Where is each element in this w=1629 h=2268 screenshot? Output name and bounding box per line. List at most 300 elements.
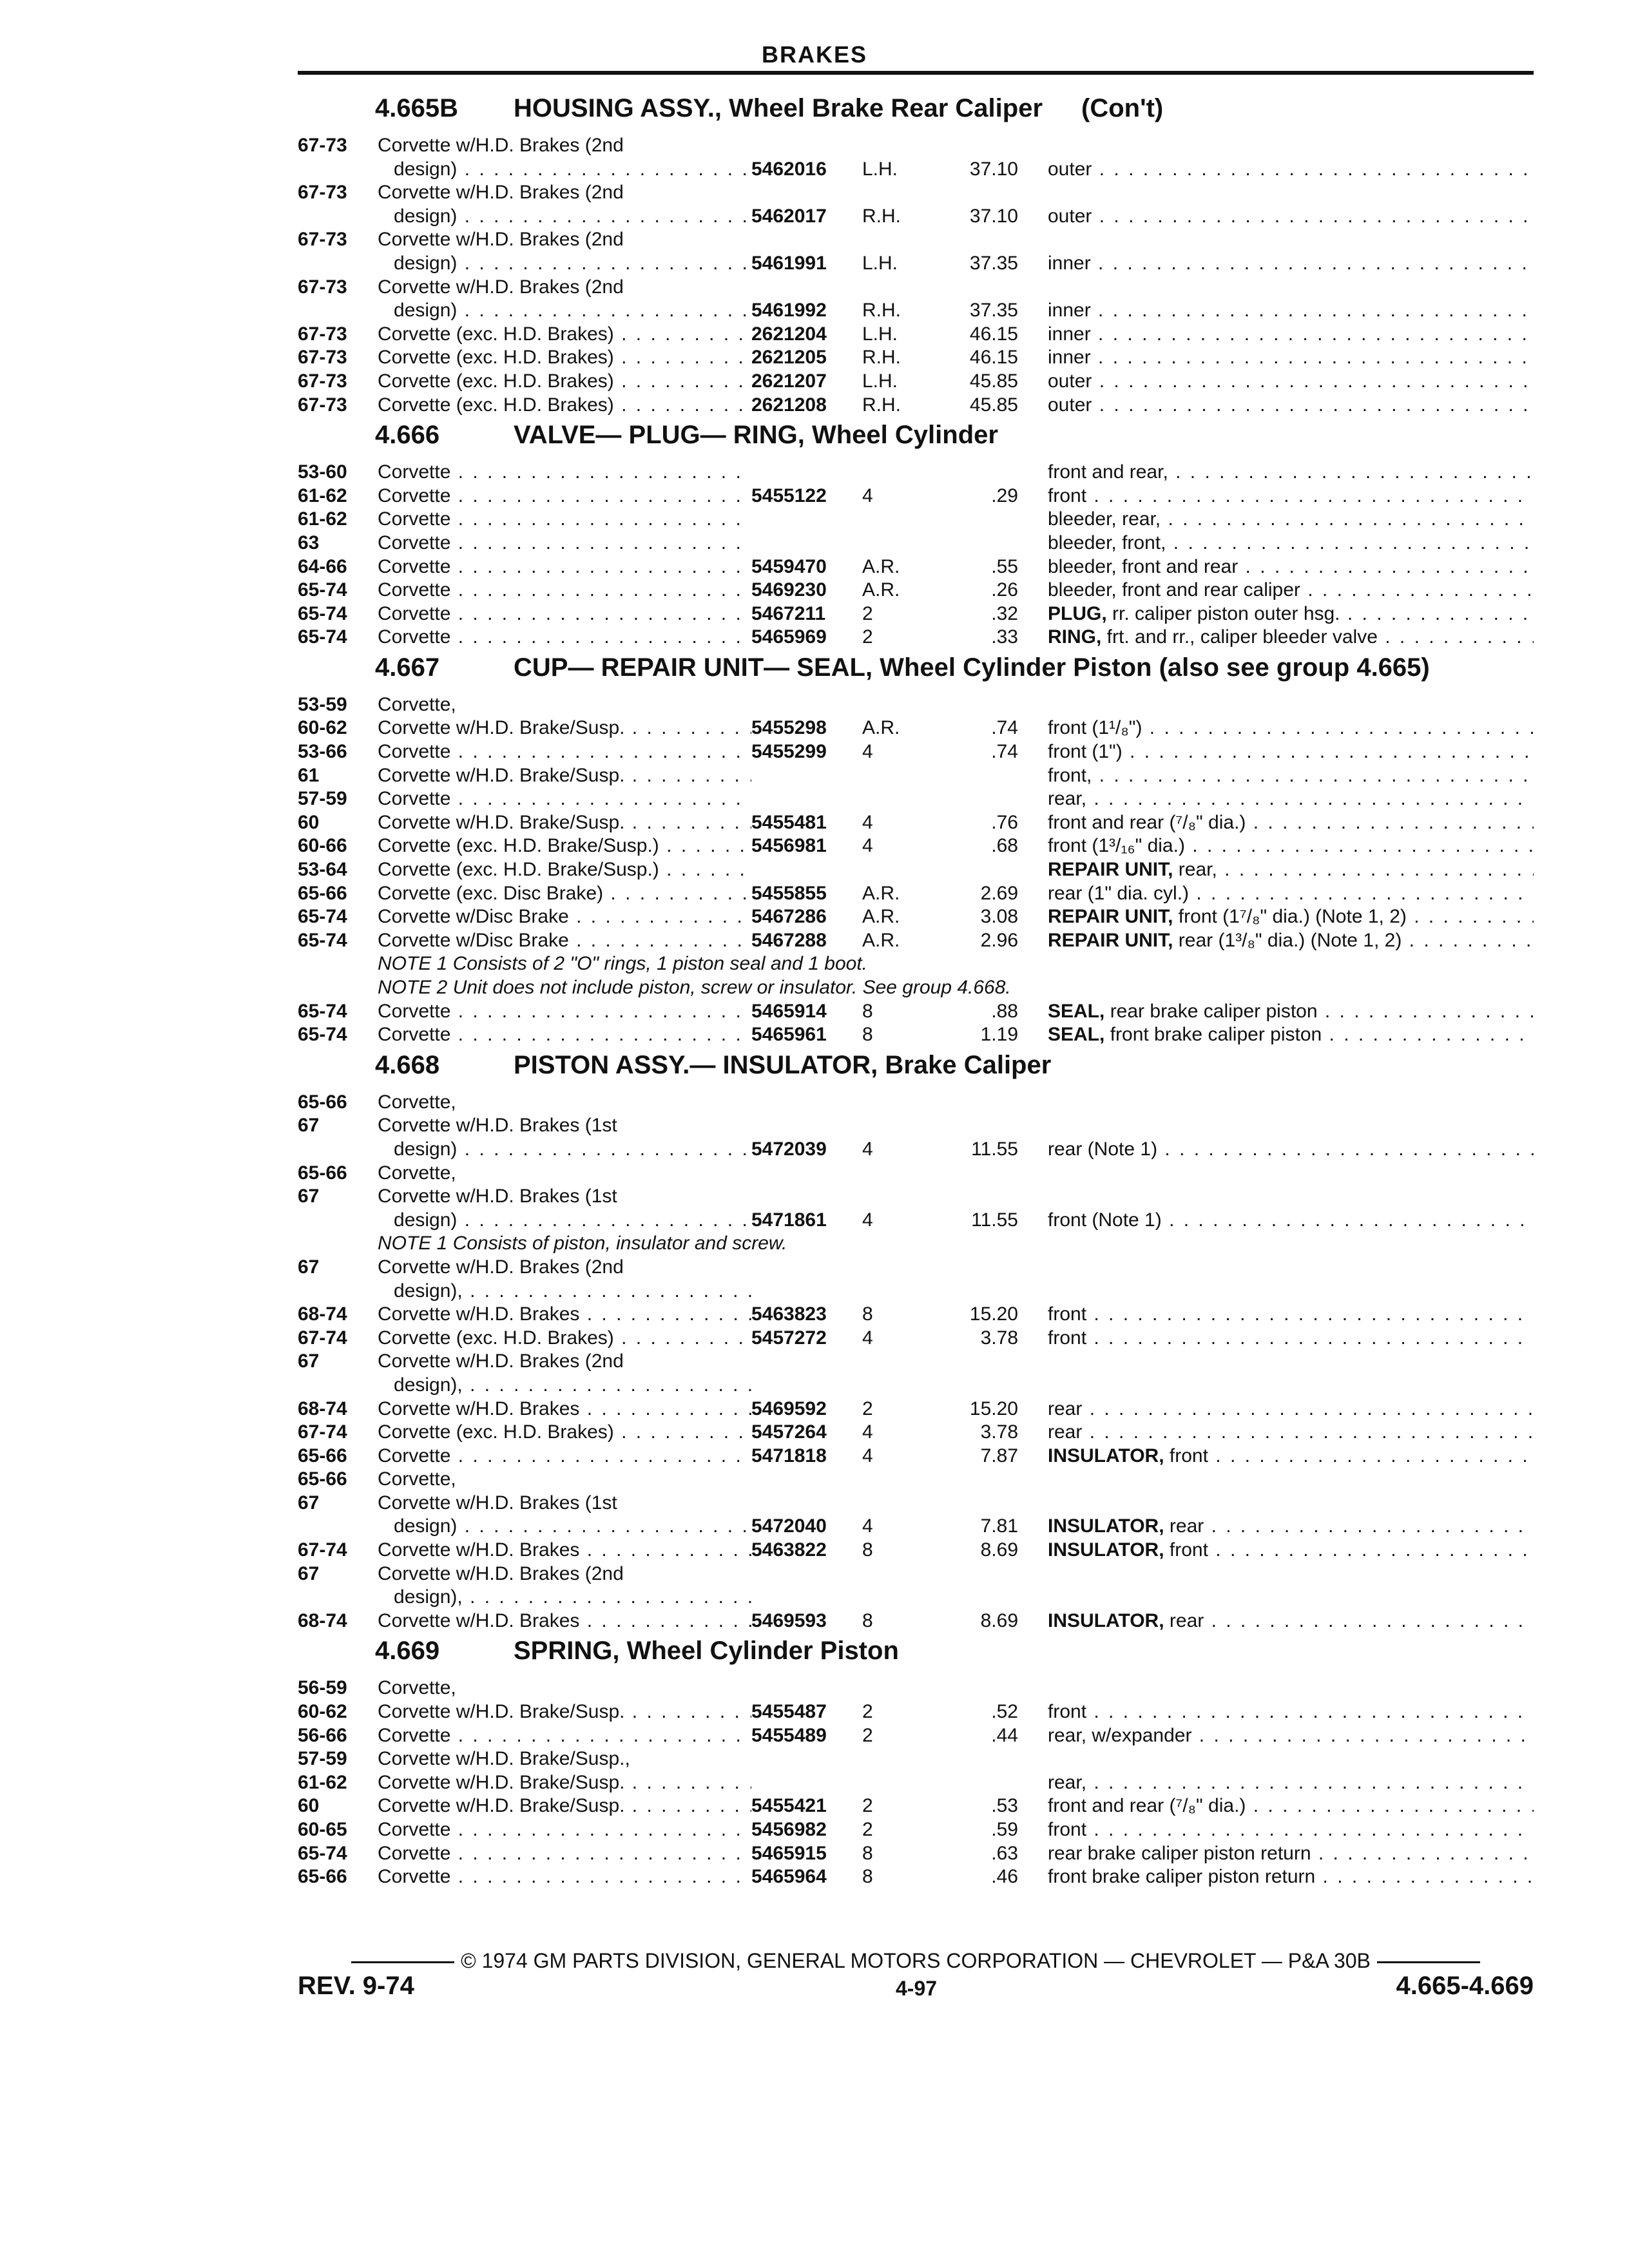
application-description: Corvette w/H.D. Brakes (1st [378, 1492, 617, 1514]
quantity [862, 1374, 937, 1398]
model-years: 67-74 [298, 1539, 347, 1561]
model-years: 65-74 [298, 602, 347, 624]
list-price: 11.55 [971, 1209, 1018, 1231]
part-number [751, 532, 862, 555]
table-row [298, 1327, 1534, 1350]
list-price: 3.78 [980, 1421, 1018, 1443]
part-number: 5457264 [751, 1421, 827, 1443]
quantity [862, 508, 937, 532]
part-number [751, 181, 862, 205]
footer-section-range: 4.665-4.669 [1396, 1972, 1534, 2000]
remarks-text: rear [1164, 1515, 1204, 1537]
part-number [751, 276, 862, 300]
application-description: Corvette . . . [378, 602, 751, 626]
part-number: 5467211 [751, 602, 826, 624]
part-number: 5457272 [751, 1327, 827, 1349]
model-years: 53-59 [298, 693, 347, 715]
quantity: R.H. [862, 347, 901, 369]
part-number [751, 858, 862, 882]
part-number: 5461992 [751, 300, 827, 322]
quantity [862, 228, 937, 252]
table-row [298, 1865, 1534, 1889]
remarks [1048, 1515, 1534, 1539]
application-description: Corvette . . . [378, 740, 751, 764]
application-description: Corvette . . . [378, 1818, 751, 1842]
table-row [298, 485, 1534, 508]
model-years: 65-74 [298, 1842, 347, 1864]
list-price: .59 [991, 1819, 1018, 1840]
remarks-keyword: RING, [1048, 626, 1102, 648]
footer-rule-left [351, 1961, 454, 1963]
list-price: 7.81 [980, 1515, 1018, 1537]
footnote: NOTE 2 Unit does not include piston, screw or insulator. See group 4.668. [378, 977, 1011, 998]
remarks [1048, 1818, 1534, 1842]
remarks [1048, 1700, 1534, 1724]
application-description: Corvette . . . [378, 485, 751, 508]
part-number: 5459470 [751, 555, 827, 577]
remarks-text: front and rear, [1048, 461, 1168, 483]
application-description: Corvette . . . [378, 555, 751, 579]
remarks [1048, 228, 1534, 252]
list-price: 8.69 [980, 1610, 1018, 1631]
list-price: 3.78 [980, 1327, 1018, 1349]
remarks-text: frt. and rr., caliper bleeder valve [1101, 626, 1378, 648]
application-description: design), . . . [378, 1280, 751, 1303]
application-description: Corvette . . . [378, 532, 751, 555]
header-rule [298, 71, 1534, 75]
footer-page-number: 4-97 [896, 1977, 938, 2000]
quantity: 4 [862, 835, 873, 857]
table-row [298, 276, 1534, 300]
remarks [1048, 1539, 1534, 1562]
model-years: 60-66 [298, 835, 347, 857]
part-number: 5472040 [751, 1515, 827, 1537]
model-years: 67-73 [298, 182, 347, 204]
remarks-keyword: REPAIR UNIT, [1048, 906, 1173, 928]
quantity: A.R. [862, 555, 900, 577]
model-years: 67-73 [298, 135, 347, 156]
remarks-text: rear [1048, 1421, 1083, 1443]
part-number: 2621207 [751, 370, 827, 392]
remarks-text: rear (1" dia. cyl.) [1048, 882, 1190, 904]
application-description: Corvette, [378, 1091, 456, 1113]
remarks-text: rear (Note 1) [1048, 1138, 1158, 1160]
application-description: Corvette w/H.D. Brake/Susp. . . . [378, 811, 751, 835]
list-price: .53 [991, 1795, 1018, 1817]
part-number [751, 1256, 862, 1280]
remarks-text: rr. caliper piston outer hsg. [1106, 602, 1340, 624]
quantity [862, 461, 937, 485]
list-price: .68 [991, 835, 1018, 857]
remarks [1048, 1000, 1534, 1024]
remarks [1048, 834, 1534, 858]
remarks [1048, 693, 1534, 717]
quantity: A.R. [862, 579, 900, 601]
model-years: 53-60 [298, 461, 347, 483]
remarks-text: front [1048, 1819, 1087, 1840]
remarks-text: front (1⁷/₈" dia.) (Note 1, 2) [1173, 906, 1407, 928]
list-price: 2.69 [980, 882, 1018, 904]
quantity [862, 1586, 937, 1610]
table-row [298, 1209, 1534, 1233]
remarks [1048, 532, 1534, 555]
remarks [1048, 508, 1534, 532]
remarks-text: front [1048, 1701, 1087, 1723]
table-row [298, 1162, 1534, 1186]
quantity: 4 [862, 485, 873, 506]
remarks [1048, 394, 1534, 418]
list-price: 37.35 [969, 252, 1018, 274]
remarks [1048, 1114, 1534, 1138]
remarks-keyword: SEAL, [1048, 1024, 1105, 1046]
list-price [937, 1162, 1048, 1186]
table-row [298, 1091, 1534, 1115]
application-description: design) . . . [378, 1515, 751, 1539]
quantity: 8 [862, 1000, 873, 1022]
application-description: Corvette w/H.D. Brake/Susp. . . . [378, 1700, 751, 1724]
part-number [751, 1771, 862, 1795]
part-number: 5465914 [751, 1000, 827, 1022]
table-row [298, 532, 1534, 555]
model-years [298, 299, 378, 323]
table-row [298, 1350, 1534, 1374]
part-number [751, 134, 862, 158]
model-years: 65-74 [298, 906, 347, 928]
list-price [937, 693, 1048, 717]
quantity [862, 276, 937, 300]
quantity: 4 [862, 1421, 873, 1443]
model-years: 67-73 [298, 229, 347, 251]
section-number: 4.669 [375, 1637, 440, 1666]
list-price: .26 [991, 579, 1018, 601]
application-description: design), . . . [378, 1586, 751, 1610]
table-row [298, 1842, 1534, 1866]
model-years: 56-59 [298, 1677, 347, 1699]
quantity: 2 [862, 1701, 873, 1723]
remarks-text: rear, w/expander [1048, 1724, 1192, 1746]
quantity: L.H. [862, 370, 898, 392]
application-description: Corvette . . . [378, 508, 751, 532]
quantity: L.H. [862, 158, 898, 180]
model-years: 61 [298, 764, 320, 786]
table-row [298, 1515, 1534, 1539]
part-number: 5463823 [751, 1303, 827, 1325]
remarks-text: front brake caliper piston return [1048, 1866, 1316, 1888]
list-price [937, 1350, 1048, 1374]
table-row [298, 1114, 1534, 1138]
model-years: 65-74 [298, 1024, 347, 1046]
table-row [298, 1794, 1534, 1818]
footnote: NOTE 1 Consists of piston, insulator and screw. [378, 1233, 787, 1254]
remarks [1048, 158, 1534, 182]
footer-copyright-line [298, 1949, 1534, 1973]
quantity: 2 [862, 602, 873, 624]
model-years: 64-66 [298, 555, 347, 577]
part-number [751, 1114, 862, 1138]
quantity: A.R. [862, 717, 900, 739]
quantity: 4 [862, 1327, 873, 1349]
part-number: 2621204 [751, 323, 827, 345]
list-price [937, 1114, 1048, 1138]
list-price: 46.15 [969, 323, 1018, 345]
quantity: 8 [862, 1610, 873, 1631]
remarks-keyword: INSULATOR, [1048, 1445, 1164, 1466]
list-price: 15.20 [969, 1303, 1018, 1325]
list-price: .88 [991, 1000, 1018, 1022]
list-price: .63 [991, 1842, 1018, 1864]
remarks-text: front and rear (⁷/₈" dia.) [1048, 811, 1246, 833]
application-description: Corvette w/H.D. Brakes . . . [378, 1539, 751, 1562]
model-years: 65-66 [298, 1162, 347, 1184]
model-years: 68-74 [298, 1398, 347, 1419]
remarks [1048, 1421, 1534, 1445]
application-description: Corvette w/H.D. Brakes (2nd [378, 182, 624, 204]
remarks-keyword: PLUG, [1048, 602, 1107, 624]
model-years: 53-64 [298, 859, 347, 881]
list-price [937, 1747, 1048, 1771]
model-years: 67 [298, 1256, 320, 1278]
list-price: .76 [991, 811, 1018, 833]
table-row [298, 555, 1534, 579]
remarks [1048, 1303, 1534, 1327]
remarks [1048, 181, 1534, 205]
table-row [298, 299, 1534, 323]
model-years: 67 [298, 1562, 320, 1584]
remarks [1048, 811, 1534, 835]
remarks [1048, 1162, 1534, 1186]
part-number: 5469593 [751, 1610, 827, 1631]
model-years: 67-74 [298, 1421, 347, 1443]
part-number [751, 1162, 862, 1186]
part-number: 5455489 [751, 1724, 827, 1746]
remarks [1048, 764, 1534, 788]
remarks [1048, 1327, 1534, 1350]
table-row [298, 1539, 1534, 1562]
model-years: 57-59 [298, 788, 347, 810]
model-years: 61-62 [298, 508, 347, 530]
model-years: 67-73 [298, 347, 347, 369]
remarks [1048, 1794, 1534, 1818]
application-description: design) . . . [378, 1209, 751, 1233]
model-years: 63 [298, 532, 320, 553]
model-years [298, 205, 378, 229]
remarks-text: rear [1048, 1398, 1083, 1419]
application-description: Corvette . . . [378, 787, 751, 811]
quantity: R.H. [862, 205, 901, 227]
application-description: Corvette . . . [378, 1000, 751, 1024]
application-description: Corvette w/H.D. Brake/Susp. . . . [378, 1794, 751, 1818]
table-row [298, 323, 1534, 347]
model-years: 65-66 [298, 1445, 347, 1466]
part-number [751, 1677, 862, 1700]
quantity: 4 [862, 811, 873, 833]
part-number [751, 1468, 862, 1492]
part-number [751, 228, 862, 252]
quantity [862, 1162, 937, 1186]
part-number: 5462016 [751, 158, 827, 180]
table-row [298, 1256, 1534, 1280]
remarks [1048, 882, 1534, 906]
quantity [862, 1256, 937, 1280]
remarks-text: front [1048, 1327, 1087, 1349]
list-price: .33 [991, 626, 1018, 648]
quantity: R.H. [862, 300, 901, 322]
quantity [862, 693, 937, 717]
section-heading [298, 94, 1534, 134]
remarks [1048, 1280, 1534, 1303]
model-years [298, 1515, 378, 1539]
remarks-text: front (1") [1048, 741, 1123, 763]
quantity: 4 [862, 1209, 873, 1231]
quantity [862, 134, 937, 158]
part-number: 5455481 [751, 811, 827, 833]
part-number [751, 1185, 862, 1209]
remarks-text: front [1164, 1445, 1208, 1466]
table-row [298, 811, 1534, 835]
list-price [937, 508, 1048, 532]
application-description: Corvette . . . [378, 1023, 751, 1047]
table-row [298, 905, 1534, 929]
section-heading [298, 1051, 1534, 1091]
application-description: Corvette (exc. H.D. Brakes) . . . [378, 370, 751, 394]
application-description: Corvette w/H.D. Brakes (2nd [378, 1562, 624, 1584]
part-number [751, 461, 862, 485]
quantity [862, 764, 937, 788]
footer-rule-right [1377, 1961, 1480, 1963]
model-years: 68-74 [298, 1303, 347, 1325]
application-description: Corvette . . . [378, 626, 751, 649]
quantity [862, 1350, 937, 1374]
application-description: Corvette . . . [378, 461, 751, 485]
model-years: 65-66 [298, 1866, 347, 1888]
list-price [937, 134, 1048, 158]
part-number: 5471818 [751, 1445, 827, 1466]
application-description: Corvette (exc. H.D. Brakes) . . . [378, 1421, 751, 1445]
table-row [298, 882, 1534, 906]
model-years [298, 1374, 378, 1398]
application-description: design) . . . [378, 158, 751, 182]
remarks [1048, 1398, 1534, 1421]
remarks-text: front brake caliper piston [1104, 1024, 1322, 1046]
list-price [937, 532, 1048, 555]
list-price [937, 1185, 1048, 1209]
quantity: A.R. [862, 882, 900, 904]
quantity: L.H. [862, 323, 898, 345]
table-row [298, 626, 1534, 649]
model-years: 61-62 [298, 485, 347, 506]
quantity [862, 787, 937, 811]
model-years: 67-73 [298, 323, 347, 345]
list-price: 11.55 [971, 1138, 1018, 1160]
remarks [1048, 740, 1534, 764]
quantity: R.H. [862, 394, 901, 416]
remarks-text: rear, [1173, 859, 1217, 881]
model-years: 60-65 [298, 1819, 347, 1840]
remarks [1048, 346, 1534, 370]
table-row [298, 1818, 1534, 1842]
model-years: 65-66 [298, 882, 347, 904]
list-price: .44 [991, 1724, 1018, 1746]
footer-revision: REV. 9-74 [298, 1972, 414, 2000]
footnote: NOTE 1 Consists of 2 "O" rings, 1 piston seal and 1 boot. [378, 953, 868, 975]
remarks [1048, 716, 1534, 740]
remarks [1048, 1724, 1534, 1748]
part-number: 5472039 [751, 1138, 827, 1160]
application-description: Corvette w/H.D. Brake/Susp., [378, 1748, 630, 1770]
remarks [1048, 370, 1534, 394]
application-description: Corvette w/H.D. Brake/Susp. . . . [378, 1771, 751, 1795]
section-number: 4.668 [375, 1050, 440, 1079]
table-row [298, 1562, 1534, 1586]
remarks-text: front [1048, 1303, 1087, 1325]
table-row [298, 1677, 1534, 1700]
quantity: 4 [862, 1138, 873, 1160]
model-years: 67 [298, 1186, 320, 1207]
application-description: Corvette w/H.D. Brake/Susp. . . . [378, 764, 751, 788]
list-price [937, 1492, 1048, 1515]
quantity: 2 [862, 1724, 873, 1746]
table-row [298, 1023, 1534, 1047]
application-description: Corvette w/H.D. Brakes (1st [378, 1115, 617, 1137]
model-years: 65-66 [298, 1468, 347, 1490]
model-years: 65-74 [298, 579, 347, 601]
table-row [298, 181, 1534, 205]
list-price: 2.96 [980, 929, 1018, 951]
model-years: 60 [298, 811, 320, 833]
remarks [1048, 485, 1534, 508]
remarks-text: rear [1164, 1610, 1204, 1631]
model-years: 60-62 [298, 1701, 347, 1723]
part-number [751, 1562, 862, 1586]
table-row [298, 1771, 1534, 1795]
table-row [298, 1303, 1534, 1327]
quantity [862, 1677, 937, 1700]
part-number: 5455487 [751, 1701, 827, 1723]
table-row [298, 205, 1534, 229]
remarks [1048, 1185, 1534, 1209]
table-row [298, 834, 1534, 858]
model-years: 60-62 [298, 717, 347, 739]
model-years [298, 252, 378, 276]
quantity [862, 1280, 937, 1303]
quantity [862, 858, 937, 882]
list-price: .29 [991, 485, 1018, 506]
remarks [1048, 929, 1534, 953]
part-number [751, 1350, 862, 1374]
application-description: Corvette, [378, 693, 456, 715]
application-description: design) . . . [378, 252, 751, 276]
model-years: 65-66 [298, 1091, 347, 1113]
application-description: Corvette (exc. H.D. Brakes) . . . [378, 323, 751, 347]
list-price: 45.85 [969, 394, 1018, 416]
list-price: .74 [991, 741, 1018, 763]
application-description: Corvette, [378, 1162, 456, 1184]
remarks [1048, 1445, 1534, 1468]
section-title-continued: (Con't) [1081, 94, 1164, 122]
part-number [751, 787, 862, 811]
part-number: 5465961 [751, 1024, 827, 1046]
remarks [1048, 1256, 1534, 1280]
list-price [937, 1562, 1048, 1586]
application-description: Corvette w/H.D. Brakes . . . [378, 1398, 751, 1421]
section-heading [298, 653, 1534, 693]
table-row [298, 1185, 1534, 1209]
model-years: 67-73 [298, 276, 347, 298]
application-description: Corvette . . . [378, 579, 751, 602]
remarks [1048, 579, 1534, 602]
list-price [937, 1677, 1048, 1700]
table-row [298, 1000, 1534, 1024]
